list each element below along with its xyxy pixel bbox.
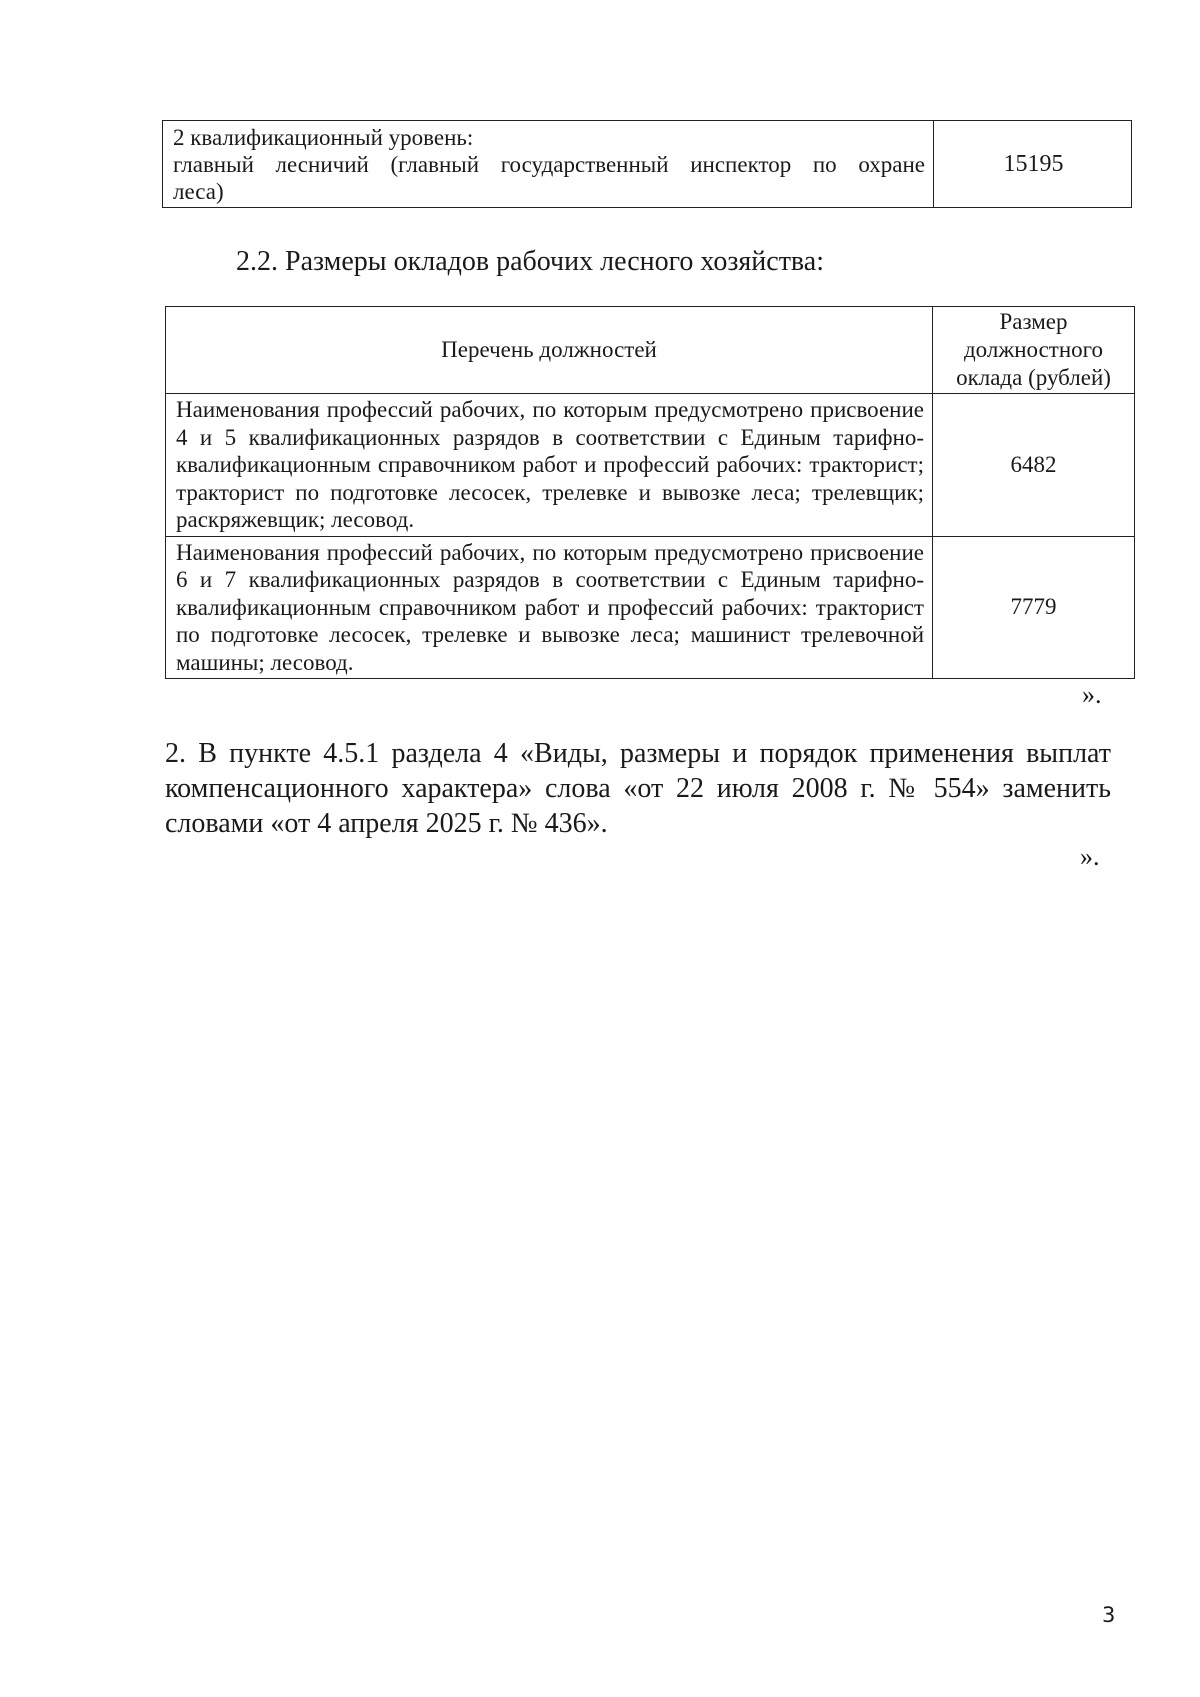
position-cell: [163, 121, 934, 208]
qualification-level-label: 2 квалификационный уровень:: [173, 125, 474, 150]
table-header-row: [166, 307, 1135, 394]
amendment-paragraph: 2. В пункте 4.5.1 раздела 4 «Виды, размеры и порядок применения выплат компенсационного характера» слова «от 22 июля 2008 г. № 554» заменить словами «от 4 апреля 2025 г. № 436».: [165, 738, 1111, 839]
worker-salary-table: [165, 306, 1135, 679]
position-description-cell: Наименования профессий рабочих, по которым предусмотрено присвоение 4 и 5 квалификационных разрядов в соответствии с Единым тарифно-квалификационным справочником работ и профессий рабочих: тракторист; тракторист по подготовке лесосек, трелевке и вывозке леса; трелевщик; раскряжевщик; лесовод.: [166, 394, 933, 537]
salary-table-continued: [162, 120, 1132, 208]
salary-value-cell: 6482: [933, 394, 1135, 537]
column-header-line: должностного: [963, 337, 1104, 362]
table-row: [166, 536, 1135, 679]
position-description-line: главный лесничий (главный государственный инспектор по охране: [173, 152, 925, 177]
column-header-line: оклада (рублей): [956, 365, 1111, 390]
closing-quote: ».: [1082, 680, 1102, 709]
position-description-cell: Наименования профессий рабочих, по которым предусмотрено присвоение 6 и 7 квалификационных разрядов в соответствии с Единым тарифно-квалификационным справочником работ и профессий рабочих: тракторист по подготовке лесосек, трелевке и вывозке леса; машинист трелевочной машины; лесовод.: [166, 536, 933, 679]
table-row: [166, 394, 1135, 537]
section-heading: 2.2. Размеры окладов рабочих лесного хозяйства:: [236, 246, 824, 277]
salary-value-cell: 7779: [933, 536, 1135, 679]
column-header-salary: [933, 307, 1135, 394]
table-row: [163, 121, 1132, 208]
column-header-positions: Перечень должностей: [166, 307, 933, 394]
page-number: 3: [1102, 1603, 1116, 1627]
position-description-line: леса): [173, 179, 224, 204]
salary-value-cell: 15195: [934, 121, 1132, 208]
closing-quote: ».: [1080, 842, 1100, 871]
column-header-line: Размер: [999, 309, 1068, 334]
